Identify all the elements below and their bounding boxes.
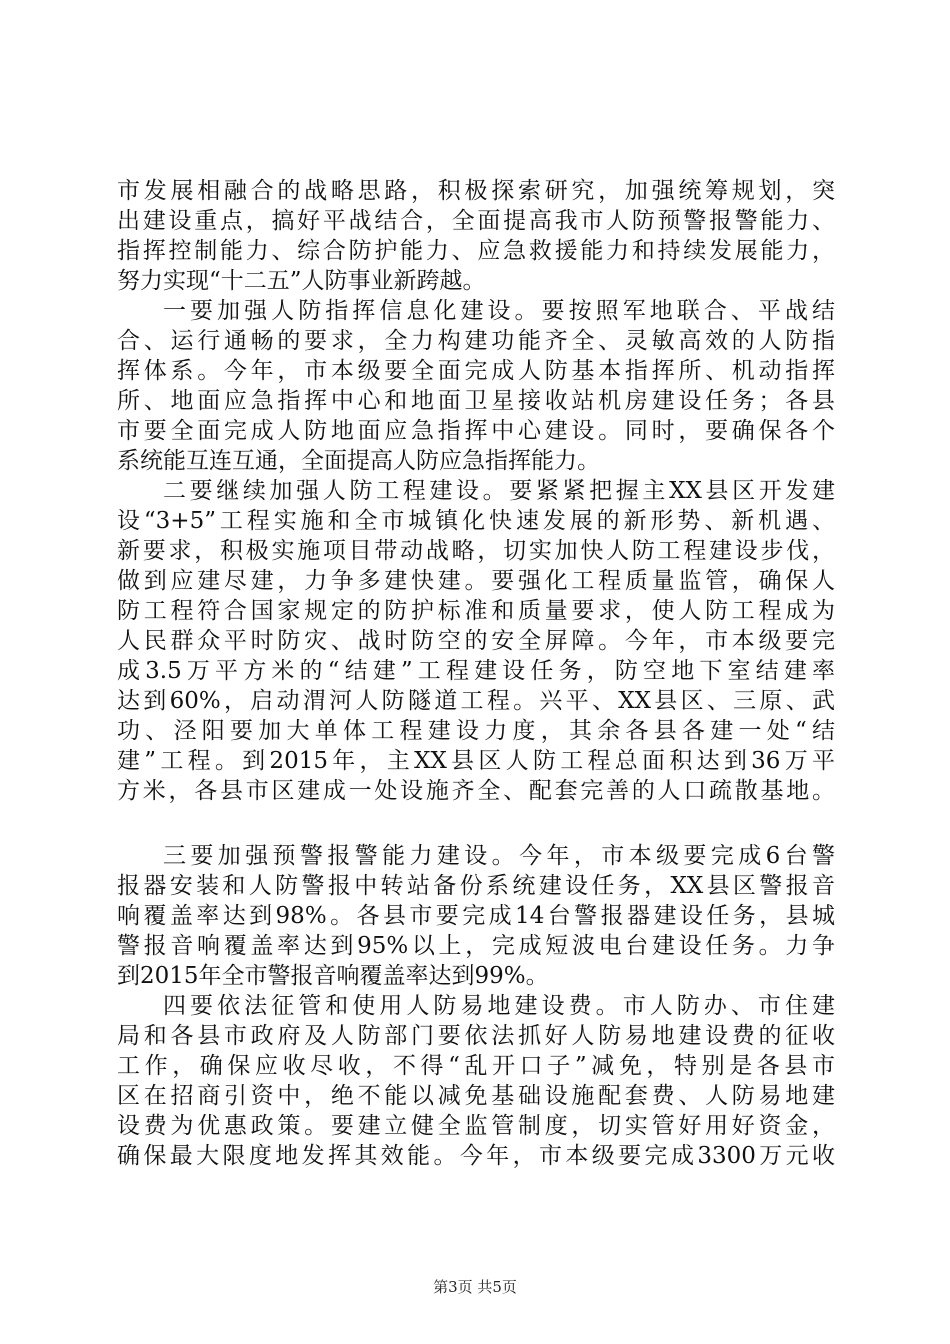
paragraph-first-line: 一要加强人防指挥信息化建设。要按照军地联合、平战结	[163, 298, 835, 324]
text-line: 到2015年全市警报音响覆盖率达到99%。	[117, 963, 549, 989]
text-line: 人民群众平时防灾、战时防空的安全屏障。今年，市本级要完	[117, 628, 835, 654]
text-line: 防工程符合国家规定的防护标准和质量要求，使人防工程成为	[117, 598, 835, 624]
text-line: 响覆盖率达到98%。各县市要完成14台警报器建设任务，县城	[117, 903, 835, 929]
paragraph-first-line: 二要继续加强人防工程建设。要紧紧把握主XX县区开发建	[163, 478, 835, 504]
text-line: 成3.5万平方米的“结建”工程建设任务，防空地下室结建率	[117, 658, 835, 684]
text-line: 建”工程。到2015年，主XX县区人防工程总面积达到36万平	[117, 748, 835, 774]
text-line: 达到60%，启动渭河人防隧道工程。兴平、XX县区、三原、武	[117, 688, 835, 714]
text-line: 指挥控制能力、综合防护能力、应急救援能力和持续发展能力，	[117, 238, 835, 264]
text-line: 系统能互连互通，全面提高人防应急指挥能力。	[117, 448, 600, 474]
document-body	[117, 176, 835, 1171]
text-line: 工作，确保应收尽收，不得“乱开口子”减免，特别是各县市	[117, 1053, 835, 1079]
text-line: 出建设重点，搞好平战结合，全面提高我市人防预警报警能力、	[117, 208, 835, 234]
text-line: 新要求，积极实施项目带动战略，切实加快人防工程建设步伐，	[117, 538, 835, 564]
page-number: 第3页 共5页	[433, 1278, 517, 1296]
text-line: 设“3+5”工程实施和全市城镇化快速发展的新形势、新机遇、	[117, 508, 835, 534]
paragraph-first-line: 四要依法征管和使用人防易地建设费。市人防办、市住建	[163, 993, 835, 1019]
text-line: 市发展相融合的战略思路，积极探索研究，加强统筹规划，突	[117, 178, 835, 204]
text-line: 挥体系。今年，市本级要全面完成人防基本指挥所、机动指挥	[117, 358, 835, 384]
text-line: 方米，各县市区建成一处设施齐全、配套完善的人口疏散基地。	[117, 778, 835, 804]
text-line: 做到应建尽建，力争多建快建。要强化工程质量监管，确保人	[117, 568, 835, 594]
text-line: 努力实现“十二五”人防事业新跨越。	[117, 268, 486, 294]
text-line: 报器安装和人防警报中转站备份系统建设任务，XX县区警报音	[117, 873, 835, 899]
text-line: 局和各县市政府及人防部门要依法抓好人防易地建设费的征收	[117, 1023, 835, 1049]
text-line: 合、运行通畅的要求，全力构建功能齐全、灵敏高效的人防指	[117, 328, 835, 354]
text-line: 设费为优惠政策。要建立健全监管制度，切实管好用好资金，	[117, 1113, 835, 1139]
paragraph-gap	[117, 806, 835, 841]
paragraph-first-line: 三要加强预警报警能力建设。今年，市本级要完成6台警	[163, 843, 835, 869]
text-line: 功、泾阳要加大单体工程建设力度，其余各县各建一处“结	[117, 718, 835, 744]
text-line: 警报音响覆盖率达到95%以上，完成短波电台建设任务。力争	[117, 933, 835, 959]
text-line: 市要全面完成人防地面应急指挥中心建设。同时，要确保各个	[117, 418, 835, 444]
text-line: 确保最大限度地发挥其效能。今年，市本级要完成3300万元收	[117, 1143, 835, 1169]
text-line: 所、地面应急指挥中心和地面卫星接收站机房建设任务；各县	[117, 388, 835, 414]
text-line: 区在招商引资中，绝不能以减免基础设施配套费、人防易地建	[117, 1083, 835, 1109]
